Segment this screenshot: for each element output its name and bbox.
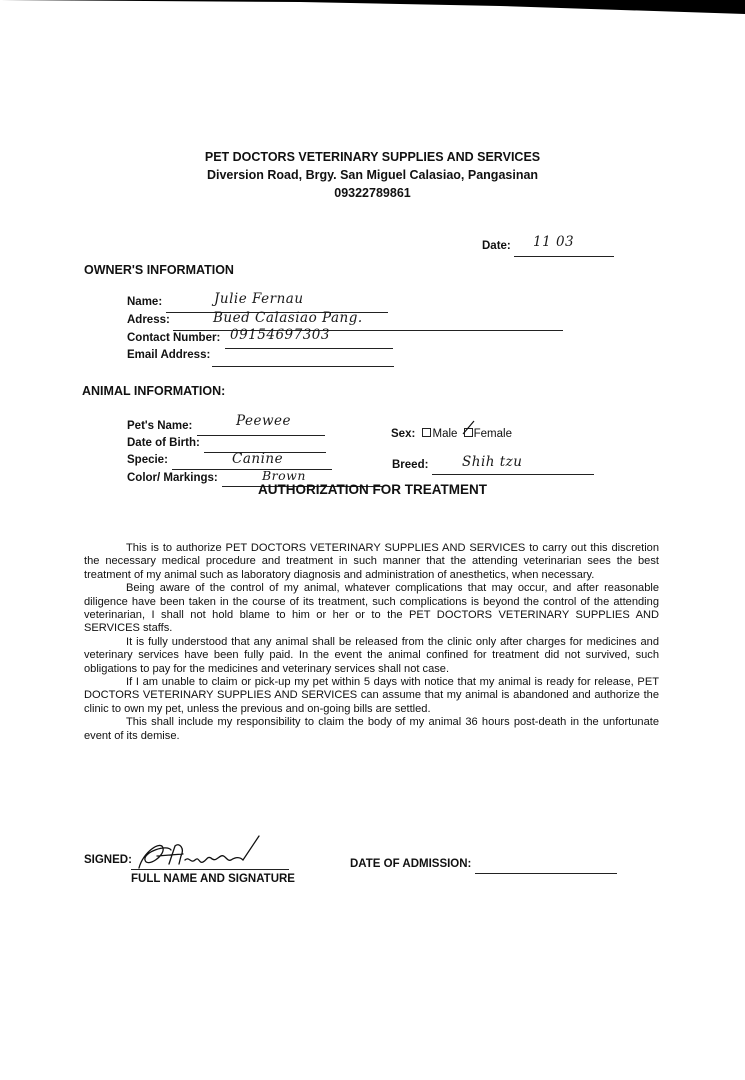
specie-label: Specie:	[127, 454, 168, 466]
check-mark-icon	[462, 420, 476, 436]
owner-name-value: Julie Fernau	[214, 291, 304, 307]
sex-field	[391, 428, 512, 440]
color-label: Color/ Markings:	[127, 472, 218, 484]
date-value: 11 03	[533, 234, 575, 250]
owner-email-line	[212, 366, 394, 367]
company-name: PET DOCTORS VETERINARY SUPPLIES AND SERVICES	[204, 150, 541, 164]
specie-line	[172, 469, 332, 470]
breed-line	[432, 474, 594, 475]
breed-value: Shih tzu	[462, 454, 523, 470]
auth-paragraph: This is to authorize PET DOCTORS VETERINARY SUPPLIES AND SERVICES to carry out this discretion the necessary medical procedure and treatment in such manner that the attending veterinarian sees the best treatment of my animal such as laboratory diagnosis and administration of anesthetics, when necessary.	[84, 542, 659, 581]
signed-label: SIGNED:	[84, 854, 132, 866]
owner-name-label: Name:	[127, 296, 163, 308]
owner-contact-label: Contact Number:	[127, 332, 221, 344]
breed-label: Breed:	[392, 459, 429, 471]
company-phone: 09322789861	[334, 186, 411, 200]
owner-section-title: OWNER'S INFORMATION	[84, 263, 234, 277]
authorization-title: AUTHORIZATION FOR TREATMENT	[258, 482, 487, 497]
full-name-signature-label: FULL NAME AND SIGNATURE	[131, 873, 295, 885]
owner-address-value: Bued Calasiao Pang.	[213, 310, 363, 326]
auth-paragraph: If I am unable to claim or pick-up my pet within 5 days with notice that my animal is ready for release, PET DOCTORS VETERINARY SUPPLIES AND SERVICES can assume that my animal is abandoned and authorize the clinic to own my pet, unless the previous and on-going bills are settled.	[84, 676, 659, 715]
handwritten-signature	[133, 834, 283, 878]
animal-section-title: ANIMAL INFORMATION:	[82, 384, 226, 398]
owner-contact-value: 09154697303	[230, 327, 330, 343]
date-of-admission-label: DATE OF ADMISSION:	[350, 858, 472, 870]
pet-name-line	[197, 435, 325, 436]
date-line	[514, 256, 614, 257]
female-checkbox[interactable]	[464, 428, 473, 437]
female-option-label: Female	[473, 428, 512, 440]
male-option-label: Male	[432, 428, 458, 440]
auth-paragraph: Being aware of the control of my animal, whatever complications that may occur, and after reasonable diligence have been taken in the course of its treatment, such complications is beyond the control of the attending veterinarian, I shall not hold blame to him or her or to the PET DOCTORS VETERINARY SUPPLIES AND SERVICES staffs.	[84, 582, 659, 635]
owner-address-label: Adress:	[127, 314, 170, 326]
owner-contact-line	[225, 348, 393, 349]
date-label: Date:	[482, 240, 511, 252]
male-checkbox[interactable]	[422, 428, 431, 437]
color-value: Brown	[262, 468, 306, 483]
owner-email-label: Email Address:	[127, 349, 211, 361]
company-address: Diversion Road, Brgy. San Miguel Calasiao, Pangasinan	[206, 168, 539, 182]
sex-label: Sex:	[391, 428, 416, 440]
date-of-admission-line	[475, 873, 617, 874]
pet-name-label: Pet's Name:	[127, 420, 193, 432]
specie-value: Canine	[232, 451, 284, 467]
auth-paragraph: This shall include my responsibility to claim the body of my animal 36 hours post-death in the unfortunate event of its demise.	[84, 716, 659, 742]
auth-paragraph: It is fully understood that any animal shall be released from the clinic only after charges for medicines and veterinary services have been fully paid. In the event the animal confined for treatment did not survived, such obligations to pay for the medicines and veterinary services shall not case.	[84, 635, 659, 675]
scan-edge-shadow	[0, 0, 745, 22]
authorization-body	[84, 542, 659, 743]
pet-name-value: Peewee	[236, 413, 291, 429]
dob-label: Date of Birth:	[127, 437, 200, 449]
